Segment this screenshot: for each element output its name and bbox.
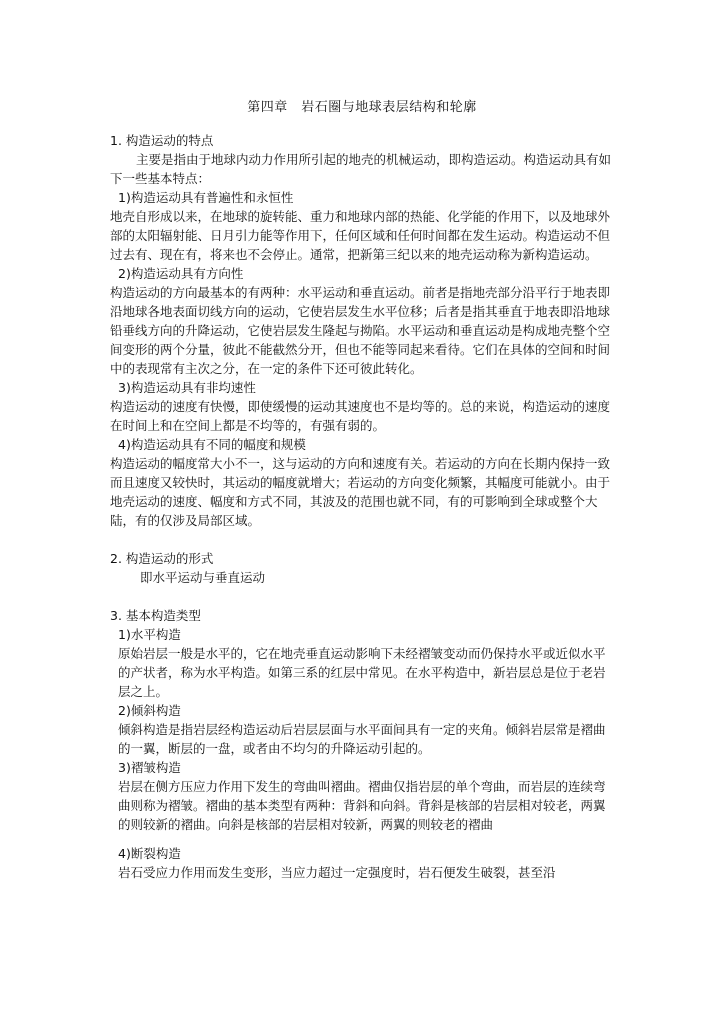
- chapter-title: 第四章 岩石圈与地球表层结构和轮廓: [247, 100, 477, 115]
- section-1-intro: 主要是指由于地球内动力作用所引起的地壳的机械运动，即构造运动。构造运动具有如下一些基本特点：: [110, 152, 612, 186]
- feature-1-text: 地壳自形成以来，在地球的旋转能、重力和地球内部的热能、化学能的作用下，以及地球外部的太阳辐射能、日月引力能等作用下，任何区域和任何时间都在发生运动。构造运动不但过去有、现在有，将来也不会停止。通常，把新第三纪以来的地壳运动称为新构造运动。: [110, 209, 611, 262]
- type-2-title: 2)倾斜构造: [118, 703, 181, 718]
- section-3-heading: 3. 基本构造类型: [110, 608, 201, 623]
- feature-3-text: 构造运动的速度有快慢，即使缓慢的运动其速度也不是均等的。总的来说，构造运动的速度在时间上和在空间上都是不均等的，有强有弱的。: [110, 399, 611, 433]
- spacer: [110, 587, 615, 606]
- type-1-title: 1)水平构造: [118, 627, 181, 642]
- feature-1-title: 1)构造运动具有普遍性和永恒性: [118, 190, 294, 205]
- type-1-text: 原始岩层一般是水平的，它在地壳垂直运动影响下未经褶皱变动而仍保持水平或近似水平的产状者，称为水平构造。如第三系的红层中常见。在水平构造中，新岩层总是位于老岩层之上。: [118, 646, 606, 699]
- feature-4-title: 4)构造运动具有不同的幅度和规模: [118, 437, 306, 452]
- section-2-text: 即水平运动与垂直运动: [140, 570, 266, 585]
- type-4-text: 岩石受应力作用而发生变形，当应力超过一定强度时，岩石便发生破裂，甚至沿: [118, 865, 556, 880]
- feature-4-text: 构造运动的幅度常大小不一，这与运动的方向和速度有关。若运动的方向在长期内保持一致而且速度又较快时，其运动的幅度就增大；若运动的方向变化频繁，其幅度可能就小。由于地壳运动的速度、幅度和方式不同，其波及的范围也就不同，有的可影响到全球或整个大陆，有的仅涉及局部区域。: [110, 456, 611, 528]
- type-4-title: 4)断裂构造: [118, 846, 181, 861]
- section-1-heading: 1. 构造运动的特点: [110, 133, 214, 148]
- feature-2-title: 2)构造运动具有方向性: [118, 266, 244, 281]
- type-2-text: 倾斜构造是指岩层经构造运动后岩层层面与水平面间具有一定的夹角。倾斜岩层常是褶曲的一翼，断层的一盘，或者由不均匀的升降运动引起的。: [118, 722, 606, 756]
- type-3-text: 岩层在侧方压应力作用下发生的弯曲叫褶曲。褶曲仅指岩层的单个弯曲，而岩层的连续弯曲则称为褶皱。褶曲的基本类型有两种：背斜和向斜。背斜是核部的岩层相对较老，两翼的则较新的褶曲。向斜是核部的岩层相对较新，两翼的则较老的褶曲: [118, 779, 606, 832]
- section-2-heading: 2. 构造运动的形式: [110, 551, 214, 566]
- type-3-title: 3)褶皱构造: [118, 760, 181, 775]
- spacer: [110, 834, 615, 844]
- feature-2-text: 构造运动的方向最基本的有两种：水平运动和垂直运动。前者是指地壳部分沿平行于地表即沿地球各地表面切线方向的运动，它使岩层发生水平位移；后者是指其垂直于地表即沿地球铅垂线方向的升降运动，它使岩层发生隆起与拗陷。水平运动和垂直运动是构成地壳整个空间变形的两个分量，彼此不能截然分开，但也不能等同起来看待。它们在具体的空间和时间中的表现常有主次之分，在一定的条件下还可彼此转化。: [110, 285, 611, 376]
- document-body: [110, 131, 615, 882]
- feature-3-title: 3)构造运动具有非均速性: [118, 380, 256, 395]
- spacer: [110, 530, 615, 549]
